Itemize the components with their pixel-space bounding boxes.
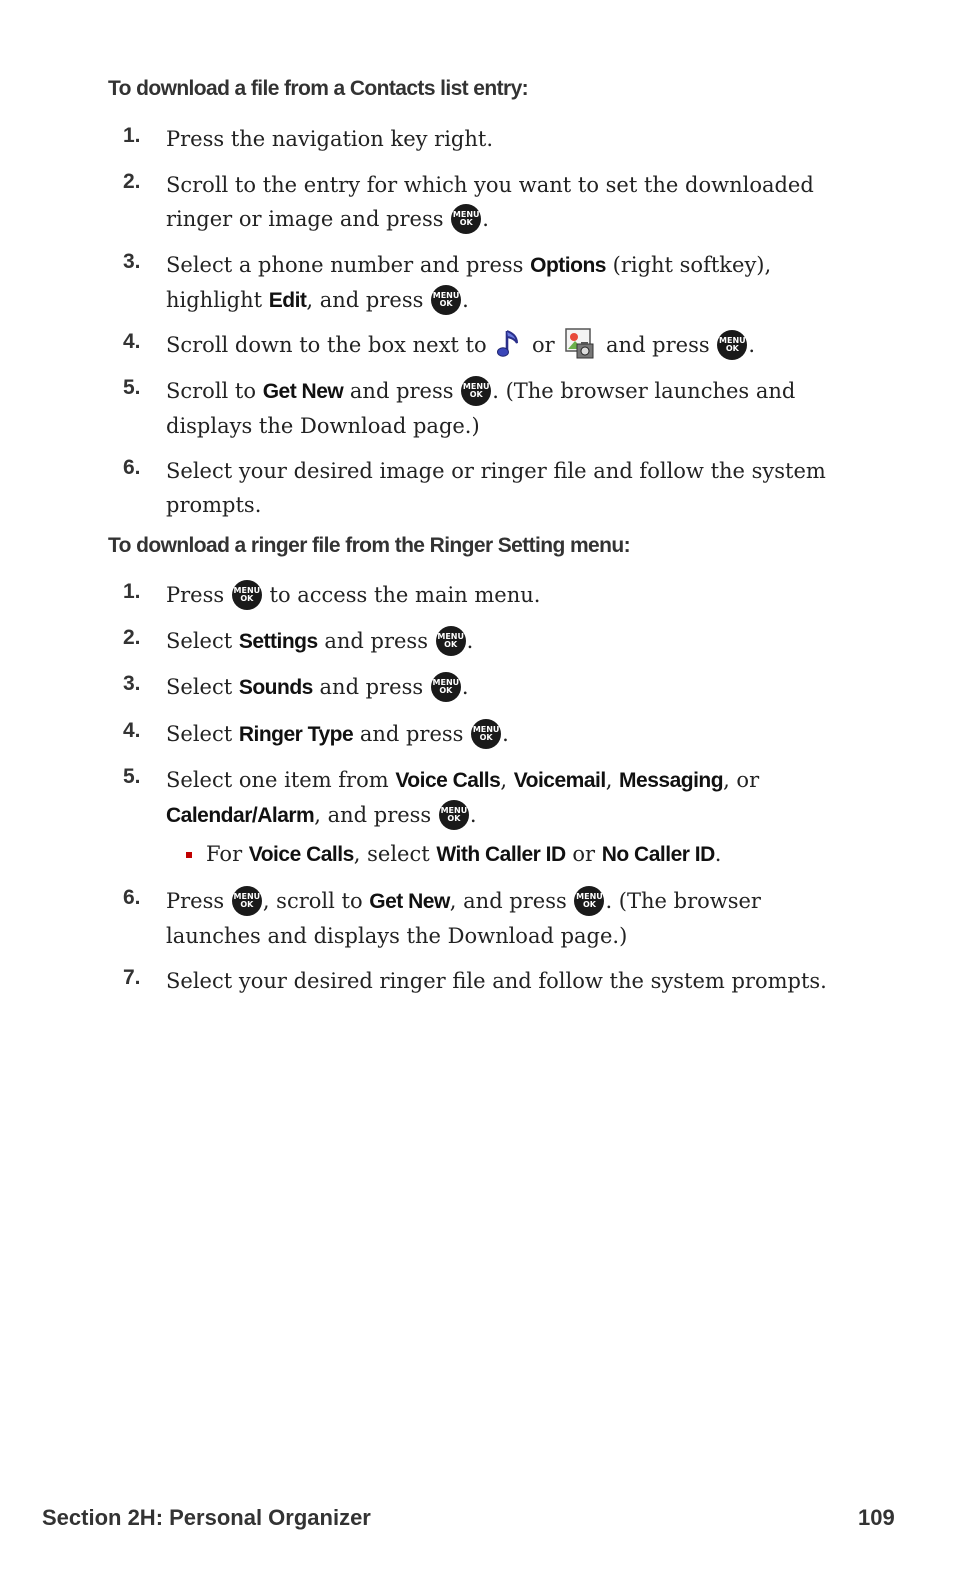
text: Scroll down to the box next to: [166, 333, 494, 357]
page-number: 109: [858, 1505, 895, 1530]
step-text: [166, 717, 846, 752]
step-number: 1.: [123, 580, 141, 603]
text: .: [462, 288, 469, 312]
text: Select a phone number and press: [166, 253, 531, 277]
text: and press: [317, 629, 435, 653]
command-options: Options: [530, 254, 606, 277]
step-text: [166, 884, 846, 953]
key-label-top: MENU: [576, 891, 603, 901]
key-label-top: MENU: [233, 585, 261, 595]
command-calendar-alarm: Calendar/Alarm: [166, 804, 315, 827]
text: and press: [599, 333, 717, 357]
text: Press: [166, 583, 231, 607]
command-no-caller-id: No Caller ID: [601, 843, 715, 866]
step-number: 3.: [123, 250, 141, 273]
step-text: [166, 328, 846, 364]
text: .: [469, 803, 477, 827]
section-heading-contacts: To download a file from a Contacts list entry:: [108, 77, 529, 100]
key-label-bottom: OK: [582, 899, 596, 909]
text: Scroll to the entry for which you want to set the downloaded ringer or image and press: [166, 173, 814, 231]
footer-section-title: Section 2H: Personal Organizer: [42, 1505, 371, 1530]
text: , and press: [314, 803, 438, 827]
text: Select: [166, 722, 239, 746]
key-label-top: MENU: [719, 335, 746, 345]
text: .: [461, 675, 469, 699]
key-label-top: MENU: [437, 631, 464, 641]
key-label-bottom: OK: [459, 217, 473, 227]
step-text: [166, 248, 846, 318]
step-text: [166, 578, 846, 612]
text: ,: [605, 768, 620, 792]
text: Scroll to: [166, 379, 263, 403]
key-label-bottom: OK: [479, 732, 493, 742]
step-number: 4.: [123, 719, 141, 742]
command-messaging: Messaging: [619, 769, 724, 792]
key-label-bottom: OK: [725, 343, 739, 353]
step-number: 4.: [123, 330, 141, 353]
key-label-top: MENU: [472, 724, 500, 734]
menu-ok-key-icon: [574, 886, 604, 916]
text: and press: [343, 379, 461, 403]
step-number: 5.: [123, 765, 141, 788]
picture-icon: [563, 327, 597, 361]
text: .: [748, 333, 756, 357]
step-number: 5.: [123, 376, 141, 399]
key-label-bottom: OK: [447, 813, 461, 823]
text: , scroll to: [262, 889, 370, 913]
text: , or: [723, 768, 760, 792]
menu-ok-key-icon: [461, 376, 491, 406]
text: Select one item from: [166, 768, 396, 792]
step-number: 6.: [123, 886, 141, 909]
menu-ok-key-icon: [451, 204, 481, 234]
text: Select: [166, 675, 239, 699]
key-label-bottom: OK: [439, 298, 453, 308]
key-label-top: MENU: [452, 209, 480, 219]
text: or: [525, 333, 562, 357]
text: For: [206, 842, 249, 866]
menu-ok-key-icon: [431, 285, 461, 315]
step-text: [166, 122, 846, 156]
text: Select your desired image or ringer file and follow the system prompts.: [166, 459, 826, 517]
text: .: [466, 629, 474, 653]
text: , and press: [449, 889, 574, 913]
text: .: [714, 842, 722, 866]
step-number: 3.: [123, 672, 141, 695]
text: , and press: [306, 288, 431, 312]
step-number: 6.: [123, 456, 141, 479]
key-label-top: MENU: [440, 805, 468, 815]
text: (right softkey), highlight: [166, 253, 772, 312]
command-voicemail: Voicemail: [513, 769, 606, 792]
section-heading-ringer-setting: To download a ringer file from the Ringer Setting menu:: [108, 534, 630, 557]
step-text: [206, 837, 846, 872]
command-get-new: Get New: [369, 890, 450, 913]
step-text: [166, 964, 866, 998]
step-text: [166, 168, 846, 236]
step-text: [166, 670, 846, 705]
text: , select: [353, 842, 437, 866]
step-text: [166, 624, 846, 659]
step-text: [166, 454, 846, 522]
text: . (The browser launches and displays the Download page.): [166, 889, 761, 948]
key-label-top: MENU: [462, 381, 490, 391]
command-settings: Settings: [238, 630, 318, 653]
text: .: [502, 722, 509, 746]
menu-ok-key-icon: [717, 330, 747, 360]
key-label-bottom: OK: [240, 593, 254, 603]
music-note-icon: [495, 327, 523, 361]
bullet-icon: [186, 852, 192, 858]
key-label-top: MENU: [432, 677, 460, 687]
text: and press: [353, 722, 471, 746]
key-label-bottom: OK: [469, 389, 483, 399]
step-number: 2.: [123, 626, 141, 649]
menu-ok-key-icon: [232, 886, 262, 916]
text: Press: [166, 889, 231, 913]
key-label-bottom: OK: [240, 899, 254, 909]
menu-ok-key-icon: [439, 800, 469, 830]
command-voice-calls: Voice Calls: [248, 843, 354, 866]
menu-ok-key-icon: [436, 626, 466, 656]
step-number: 1.: [123, 124, 141, 147]
step-text: [166, 763, 846, 833]
key-label-bottom: OK: [444, 639, 458, 649]
key-label-top: MENU: [233, 891, 261, 901]
menu-ok-key-icon: [431, 672, 461, 702]
text: Select: [166, 629, 239, 653]
text: to access the main menu.: [262, 583, 541, 607]
text: Press the navigation key right.: [166, 127, 494, 151]
step-text: [166, 374, 846, 443]
text: ,: [500, 768, 514, 792]
text: or: [565, 842, 602, 866]
key-label-top: MENU: [432, 290, 460, 300]
command-edit: Edit: [268, 289, 307, 312]
command-get-new: Get New: [262, 380, 344, 403]
command-voice-calls: Voice Calls: [395, 769, 501, 792]
menu-ok-key-icon: [471, 719, 501, 749]
text: and press: [312, 675, 430, 699]
command-ringer-type: Ringer Type: [238, 723, 354, 746]
command-with-caller-id: With Caller ID: [436, 843, 566, 866]
step-number: 7.: [123, 966, 141, 989]
text: Select your desired ringer file and follow the system prompts.: [166, 969, 827, 993]
text: . (The browser launches and displays the Download page.): [166, 379, 796, 438]
command-sounds: Sounds: [238, 676, 313, 699]
text: .: [482, 207, 489, 231]
key-label-bottom: OK: [439, 685, 453, 695]
menu-ok-key-icon: [232, 580, 262, 610]
step-number: 2.: [123, 170, 141, 193]
